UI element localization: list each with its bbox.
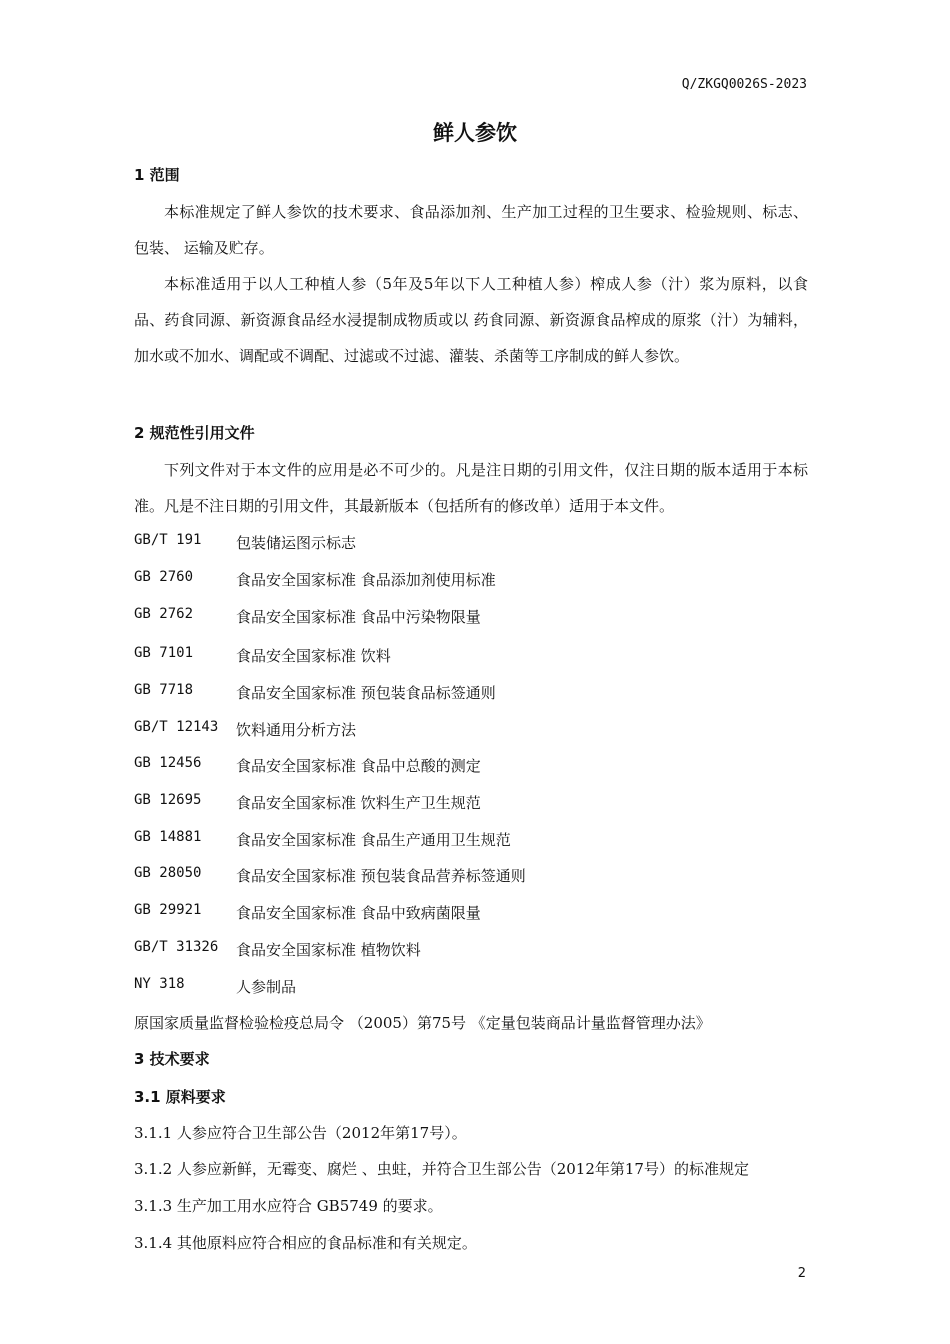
- scope-paragraph-1: 本标准规定了鲜人参饮的技术要求、食品添加剂、生产加工过程的卫生要求、检验规则、标志、包装、 运输及贮存。: [134, 203, 808, 257]
- reference-title: 食品安全国家标准 食品中致病菌限量: [236, 904, 481, 922]
- reference-title: 食品安全国家标准 饮料: [236, 647, 391, 665]
- reference-title: 食品安全国家标准 预包装食品标签通则: [236, 684, 496, 702]
- subsection-heading-raw-materials: 3.1 原料要求: [134, 1088, 226, 1106]
- section-heading-references: 2 规范性引用文件: [134, 424, 255, 442]
- reference-code: GB 29921: [134, 902, 202, 918]
- reference-title: 食品安全国家标准 食品中污染物限量: [236, 608, 481, 626]
- reference-title: 食品安全国家标准 预包装食品营养标签通则: [236, 867, 526, 885]
- scope-paragraph-2: 本标准适用于以人工种植人参（5年及5年以下人工种植人参）榨成人参（汁）浆为原料，以食品、药食同源、新资源食品经水浸提制成物质或以 药食同源、新资源食品榨成的原浆（汁）为辅料，加水或不加水、调配或不调配、过滤或不过滤、灌装、杀菌等工序制成的鲜人参饮。: [134, 275, 808, 365]
- reference-code: GB/T 31326: [134, 939, 219, 955]
- reference-code: GB 7718: [134, 682, 194, 698]
- requirement-item: 3.1.4 其他原料应符合相应的食品标准和有关规定。: [134, 1234, 477, 1252]
- requirement-item: 3.1.2 人参应新鲜，无霉变、腐烂 、虫蛀，并符合卫生部公告（2012年第17号）的标准规定: [134, 1160, 749, 1178]
- reference-title: 食品安全国家标准 饮料生产卫生规范: [236, 794, 481, 812]
- reference-code: GB 2762: [134, 606, 194, 622]
- reference-title: 饮料通用分析方法: [236, 721, 357, 739]
- reference-title: 食品安全国家标准 食品生产通用卫生规范: [236, 831, 511, 849]
- decree-reference: 原国家质量监督检验检疫总局令 （2005）第75号 《定量包装商品计量监督管理办法》: [134, 1014, 711, 1032]
- reference-title: 食品安全国家标准 食品中总酸的测定: [236, 757, 481, 775]
- reference-code: NY 318: [134, 976, 185, 992]
- reference-title: 食品安全国家标准 食品添加剂使用标准: [236, 571, 496, 589]
- reference-code: GB/T 191: [134, 532, 202, 548]
- section-heading-technical-requirements: 3 技术要求: [134, 1050, 210, 1068]
- reference-title: 食品安全国家标准 植物饮料: [236, 941, 421, 959]
- section-heading-scope: 1 范围: [134, 166, 180, 184]
- reference-title: 人参制品: [236, 978, 297, 996]
- reference-code: GB 12695: [134, 792, 202, 808]
- reference-code: GB 28050: [134, 865, 202, 881]
- reference-code: GB 7101: [134, 645, 194, 661]
- document-title: 鲜人参饮: [433, 121, 517, 145]
- reference-code: GB/T 12143: [134, 719, 219, 735]
- requirement-item: 3.1.3 生产加工用水应符合 GB5749 的要求。: [134, 1197, 443, 1215]
- document-code: Q/ZKGQ0026S-2023: [681, 77, 807, 92]
- reference-code: GB 14881: [134, 829, 202, 845]
- reference-code: GB 12456: [134, 755, 202, 771]
- page-number: 2: [797, 1266, 806, 1281]
- references-paragraph: 下列文件对于本文件的应用是必不可少的。凡是注日期的引用文件，仅注日期的版本适用于本标准。凡是不注日期的引用文件，其最新版本（包括所有的修改单）适用于本文件。: [134, 461, 808, 515]
- requirement-item: 3.1.1 人参应符合卫生部公告（2012年第17号）。: [134, 1124, 467, 1142]
- reference-title: 包装储运图示标志: [236, 534, 357, 552]
- reference-code: GB 2760: [134, 569, 194, 585]
